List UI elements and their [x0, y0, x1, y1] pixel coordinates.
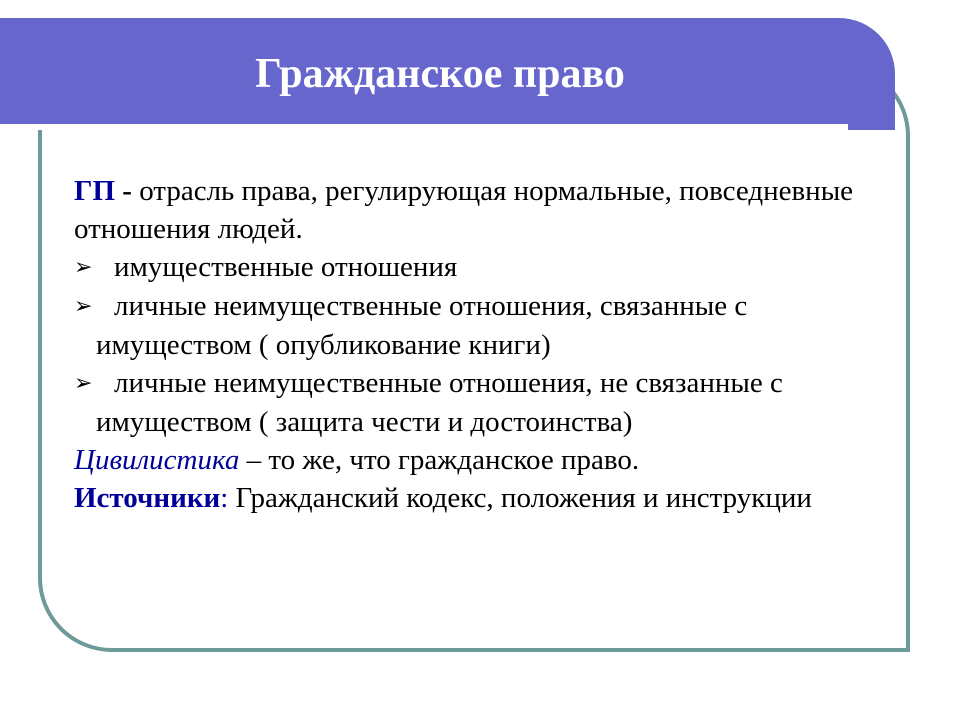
civilistics-term: Цивилистика — [74, 444, 240, 476]
slide-content — [74, 172, 874, 517]
sources-text: Гражданский кодекс, положения и инструкции — [228, 482, 812, 514]
sources-colon: : — [220, 482, 229, 514]
title-underline — [0, 124, 848, 130]
bullet-item-2 — [74, 287, 874, 364]
bullet-text: личные неимущественные отношения, связанные с имуществом ( опубликование книги) — [96, 290, 748, 361]
arrow-bullet-icon: ➢ — [74, 371, 93, 396]
sources-term: Источники — [74, 482, 221, 514]
arrow-bullet-icon: ➢ — [74, 255, 93, 280]
definition-term: ГП — [74, 175, 116, 207]
bullet-item-3 — [74, 364, 874, 441]
definition-text: отрасль права, регулирующая нормальные, повседневные отношения людей. — [74, 175, 854, 245]
bullet-text: личные неимущественные отношения, не связанные с имуществом ( защита чести и достоинства) — [96, 367, 783, 438]
arrow-bullet-icon: ➢ — [74, 294, 93, 319]
bullet-item-1 — [74, 248, 874, 287]
civilistics-text: – то же, что гражданское право. — [239, 444, 640, 476]
civilistics-paragraph — [74, 441, 874, 479]
sources-paragraph — [74, 479, 874, 517]
definition-paragraph — [74, 172, 874, 248]
bullet-text: имущественные отношения — [114, 251, 458, 283]
slide-title: Гражданское право — [255, 51, 625, 97]
definition-dash: - — [115, 175, 140, 207]
